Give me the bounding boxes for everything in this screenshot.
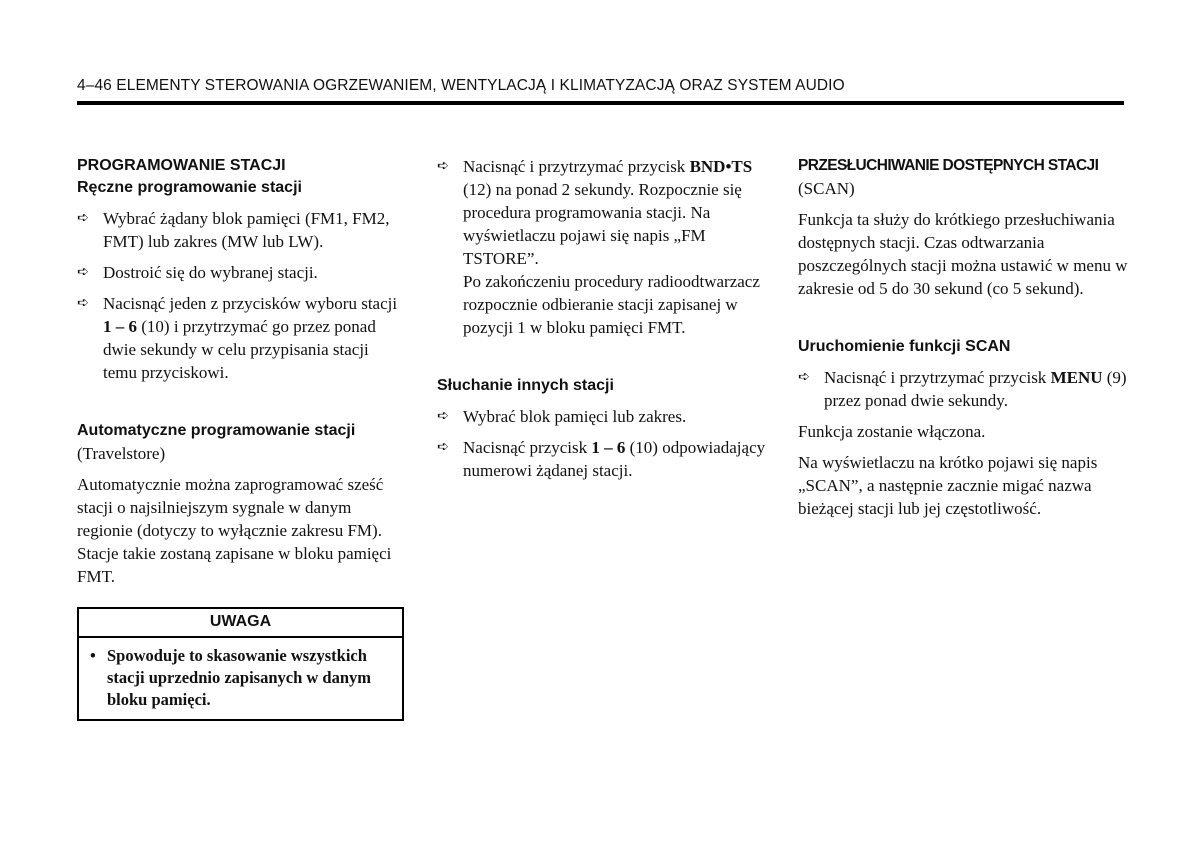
- arrow-icon: ➪: [77, 295, 89, 311]
- subsection-heading: Uruchomienie funkcji SCAN: [798, 338, 1011, 355]
- page-header: 4–46 ELEMENTY STEROWANIA OGRZEWANIEM, WENTYLACJĄ I KLIMATYZACJĄ ORAZ SYSTEM AUDIO: [77, 77, 845, 94]
- bullet-icon: •: [90, 646, 96, 665]
- step-text-bold: 1 – 6: [103, 317, 137, 336]
- arrow-icon: ➪: [77, 264, 89, 280]
- note-text: Spowoduje to skasowanie wszystkich stacji uprzednio zapisanych w danym bloku pamięci.: [107, 646, 372, 709]
- step-item: [437, 436, 772, 482]
- step-text: (12) na ponad 2 sekundy. Rozpocznie się procedura programowania stacji. Na wyświetlaczu pojawi się napis „FM TSTORE”.: [463, 180, 742, 268]
- section-heading: PRZESŁUCHIWANIE DOSTĘPNYCH STACJI: [798, 157, 1099, 174]
- step-text: Nacisnąć jeden z przycisków wyboru stacji: [103, 294, 398, 313]
- subsection-heading: Słuchanie innych stacji: [437, 377, 614, 394]
- body-paragraph: Na wyświetlaczu na krótko pojawi się napis „SCAN”, a następnie zacznie migać nazwa bieżącej stacji lub jej częstotliwość.: [798, 453, 1098, 518]
- step-text: (10) odpowiadający numerowi żądanej stacji.: [463, 438, 766, 480]
- step-text-bold: 1 – 6: [591, 438, 626, 457]
- step-text-bold: MENU: [1050, 368, 1103, 387]
- subsection-heading: Automatyczne programowanie stacji: [77, 422, 356, 439]
- note-title: UWAGA: [79, 609, 402, 638]
- step-item: [437, 405, 772, 428]
- step-text: (9) przez ponad dwie sekundy.: [824, 368, 1127, 410]
- step-item: [77, 261, 407, 284]
- body-paragraph: Funkcja zostanie włączona.: [798, 422, 986, 441]
- column-2: [437, 155, 772, 482]
- section-subtitle: (SCAN): [798, 179, 855, 198]
- step-item: [798, 366, 1133, 412]
- step-text: Nacisnąć przycisk: [463, 438, 592, 457]
- arrow-icon: ➪: [437, 158, 449, 174]
- arrow-icon: ➪: [798, 369, 810, 385]
- column-3: [798, 155, 1133, 520]
- body-paragraph: Funkcja ta służy do krótkiego przesłuchiwania dostępnych stacji. Czas odtwarzania poszczególnych stacji można ustawić w menu w zakresie od 5 do 30 sekund (co 5 sekund).: [798, 210, 1128, 298]
- step-text: Nacisnąć i przytrzymać przycisk: [824, 368, 1051, 387]
- step-text: (10) i przytrzymać go przez ponad dwie sekundy w celu przypisania stacji temu przyciskowi.: [103, 317, 376, 382]
- note-box: [77, 607, 404, 721]
- step-text-bold: BND•TS: [689, 157, 753, 176]
- column-1: [77, 155, 407, 588]
- arrow-icon: ➪: [437, 439, 449, 455]
- section-heading: PROGRAMOWANIE STACJI: [77, 157, 286, 174]
- step-item: [437, 155, 772, 339]
- step-item: [77, 292, 407, 384]
- step-text: Nacisnąć i przytrzymać przycisk: [463, 157, 690, 176]
- subsection-subtitle: (Travelstore): [77, 444, 166, 463]
- step-text: Wybrać żądany blok pamięci (FM1, FM2, FMT) lub zakres (MW lub LW).: [103, 209, 390, 251]
- note-body: [79, 638, 402, 719]
- header-rule: [77, 101, 1124, 105]
- step-text: Po zakończeniu procedury radioodtwarzacz rozpocznie odbieranie stacji zapisanej w pozycji 1 w bloku pamięci FMT.: [463, 272, 760, 337]
- arrow-icon: ➪: [77, 210, 89, 226]
- subsection-heading: Ręczne programowanie stacji: [77, 179, 302, 196]
- step-text: Wybrać blok pamięci lub zakres.: [463, 407, 687, 426]
- step-item: [77, 207, 407, 253]
- body-paragraph: Automatycznie można zaprogramować sześć stacji o najsilniejszym sygnale w danym regionie (dotyczy to wyłącznie zakresu FM). Stacje takie zostaną zapisane w bloku pamięci FMT.: [77, 475, 392, 586]
- arrow-icon: ➪: [437, 408, 449, 424]
- step-text: Dostroić się do wybranej stacji.: [103, 263, 318, 282]
